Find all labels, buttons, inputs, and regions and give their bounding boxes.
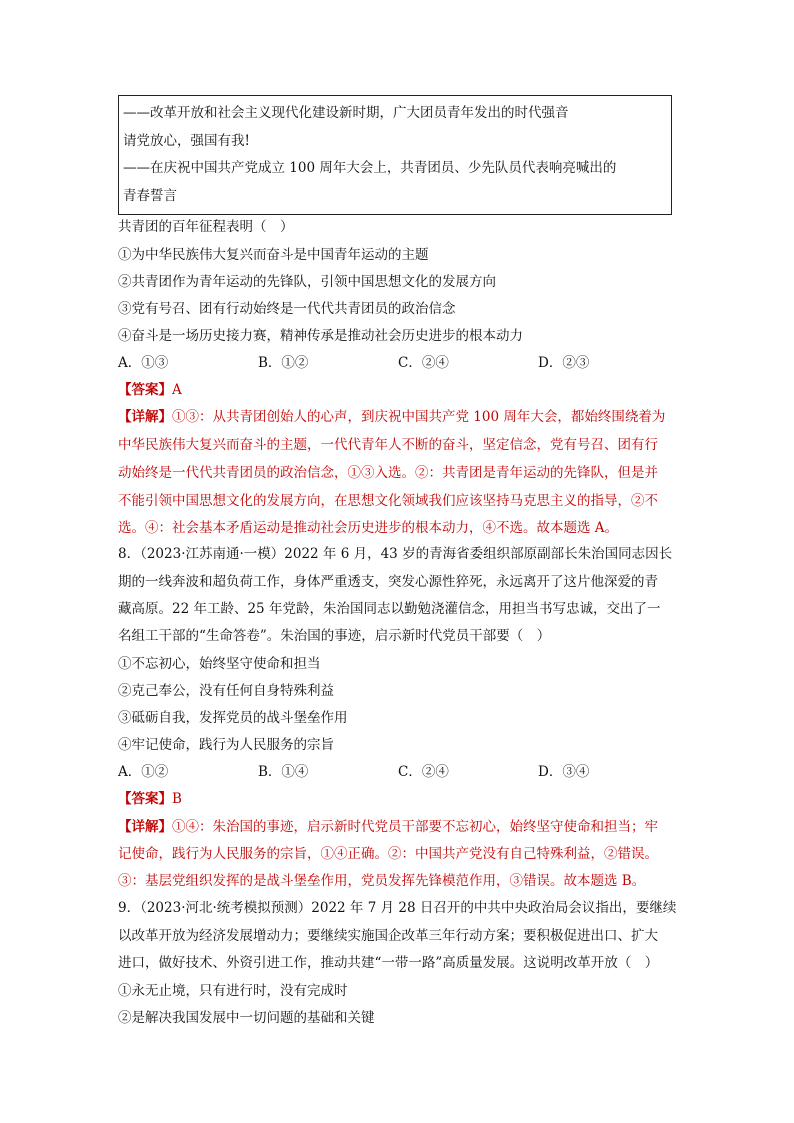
q7-detail-line	[118, 408, 665, 426]
q8-option-b: B．①④	[258, 764, 309, 780]
q7-answer	[118, 381, 182, 399]
q7-detail-line: 选。④：社会基本矛盾运动是推动社会历史进步的根本动力，④不选。故本题选 A。	[118, 520, 619, 536]
answer-label: 【答案】	[118, 382, 172, 398]
q8-answer	[118, 790, 182, 808]
quote-line: ——改革开放和社会主义现代化建设新时期，广大团员青年发出的时代强音	[123, 105, 569, 121]
q7-option-b: B．①②	[258, 355, 309, 371]
q8-statement: ①不忘初心，始终坚守使命和担当	[118, 656, 321, 672]
q8-detail-line: ③：基层党组织发挥的是战斗堡垒作用，党员发挥先锋模范作用，③错误。故本题选 B。	[118, 873, 646, 889]
q8-option-a: A．①②	[118, 764, 169, 780]
q8-statement: ④牢记使命，践行为人民服务的宗旨	[118, 737, 334, 753]
q8-stem-line: 名组工干部的“生命答卷”。朱治国的事迹，启示新时代党员干部要（ ）	[118, 628, 551, 644]
q8-option-d: D．③④	[538, 764, 590, 780]
quote-box	[118, 95, 672, 215]
q9-stem-line: 9．（2023·河北·统考模拟预测）2022 年 7 月 28 日召开的中共中央政治局会议指出，要继续	[118, 900, 677, 916]
q7-statement: ②共青团作为青年运动的先锋队，引领中国思想文化的发展方向	[118, 274, 496, 290]
q9-statement: ①永无止境，只有进行时，没有完成时	[118, 983, 348, 999]
q9-stem-line: 进口，做好技术、外资引进工作，推动共建“一带一路”高质量发展。这说明改革开放（ ）	[118, 955, 659, 971]
q7-statement: ③党有号召、团有行动始终是一代代共青团员的政治信念	[118, 301, 456, 317]
q7-option-a: A．①③	[118, 355, 169, 371]
quote-line: 青春誓言	[123, 187, 177, 204]
q9-stem-line: 以改革开放为经济发展增动力；要继续实施国企改革三年行动方案；要积极促进出口、扩大	[118, 928, 658, 944]
q7-option-c: C．②④	[398, 355, 449, 371]
quote-line: 请党放心，强国有我!	[123, 132, 250, 149]
q8-statement: ②克己奉公，没有任何自身特殊利益	[118, 683, 334, 699]
q7-stem: 共青团的百年征程表明（ ）	[118, 219, 294, 235]
q7-option-d: D．②③	[538, 355, 590, 371]
q9-statement: ②是解决我国发展中一切问题的基础和关键	[118, 1010, 375, 1026]
q8-detail-line: 记使命，践行为人民服务的宗旨，①④正确。②：中国共产党没有自己特殊利益，②错误。	[118, 846, 658, 862]
q7-detail-line: 中华民族伟大复兴而奋斗的主题，一代代青年人不断的奋斗，坚定信念，党有号召、团有行	[118, 437, 658, 453]
q7-detail-line: 动始终是一代代共青团员的政治信念，①③入选。②：共青团是青年运动的先锋队，但是并	[118, 465, 658, 481]
q8-option-c: C．②④	[398, 764, 449, 780]
quote-line: ——在庆祝中国共产党成立 100 周年大会上，共青团员、少先队员代表响亮喊出的	[123, 160, 617, 176]
detail-text: ①④：朱治国的事迹，启示新时代党员干部要不忘初心，始终坚守使命和担当；牢	[172, 819, 658, 835]
q8-stem-line: 藏高原。22 年工龄、25 年党龄，朱治国同志以勤勉浇灌信念，用担当书写忠诚，交出了一	[118, 601, 661, 617]
answer-label: 【答案】	[118, 791, 172, 807]
q8-stem-line: 8．（2023·江苏南通·一模）2022 年 6 月，43 岁的青海省委组织部原副部长朱治国同志因长	[118, 546, 673, 562]
q8-statement: ③砥砺自我，发挥党员的战斗堡垒作用	[118, 710, 348, 726]
q7-statement: ①为中华民族伟大复兴而奋斗是中国青年运动的主题	[118, 247, 429, 263]
detail-label: 【详解】	[118, 819, 172, 835]
answer-value: A	[172, 382, 182, 398]
q7-detail-line: 不能引领中国思想文化的发展方向，在思想文化领域我们应该坚持马克思主义的指导，②不	[118, 493, 658, 509]
detail-text: ①③：从共青团创始人的心声，到庆祝中国共产党 100 周年大会，都始终围绕着为	[172, 409, 666, 425]
q7-statement: ④奋斗是一场历史接力赛，精神传承是推动社会历史进步的根本动力	[118, 328, 523, 344]
q8-stem-line: 期的一线奔波和超负荷工作，身体严重透支，突发心源性猝死，永远离开了这片他深爱的青	[118, 574, 658, 590]
detail-label: 【详解】	[118, 409, 172, 425]
answer-value: B	[172, 791, 182, 807]
q8-detail-line	[118, 818, 658, 836]
